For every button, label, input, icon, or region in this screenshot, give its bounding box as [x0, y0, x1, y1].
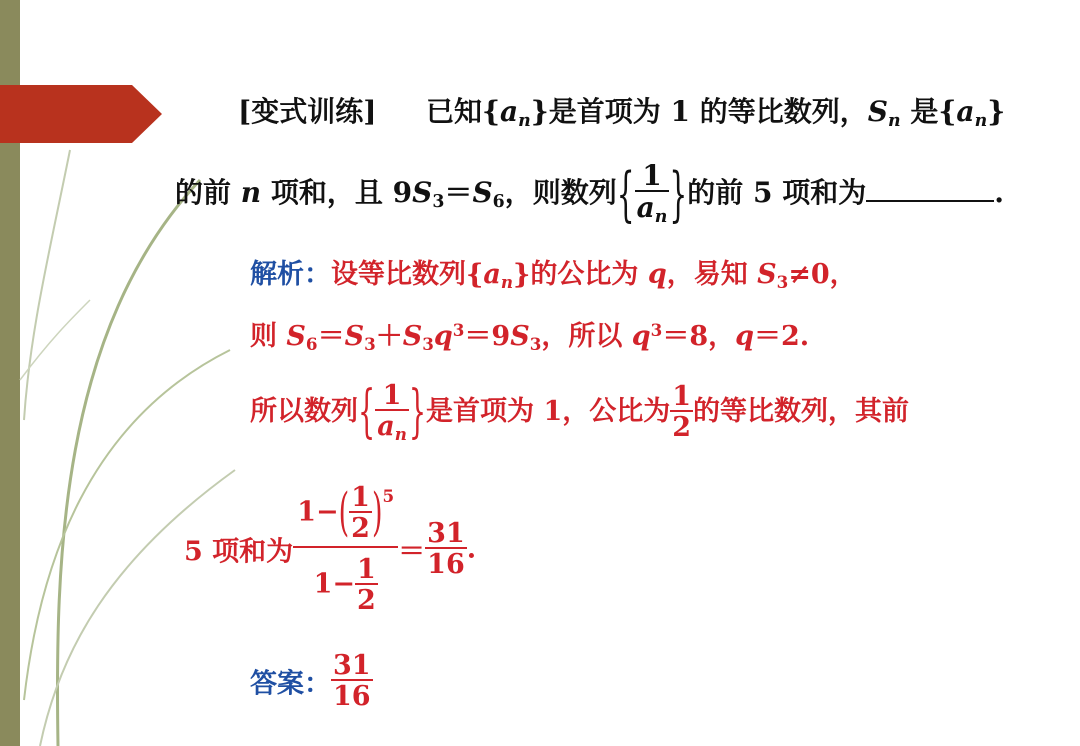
- equals-sign: ＝: [444, 175, 473, 209]
- sub-6: 6: [305, 334, 318, 355]
- sub-n: n: [654, 207, 668, 228]
- text: 项和，且 9: [261, 175, 413, 209]
- fraction-half: [349, 484, 372, 542]
- numerator: 31: [333, 650, 371, 681]
- solution-line-3: [250, 379, 910, 445]
- denominator: 2: [351, 513, 370, 544]
- right-brace: }: [408, 379, 427, 445]
- text: ≠0，: [788, 259, 857, 290]
- text: ，易知: [666, 259, 758, 290]
- solution-line-4: [184, 484, 476, 614]
- period: .: [466, 533, 477, 565]
- sum-formula-fraction: [293, 484, 398, 614]
- var-a: a: [500, 95, 519, 128]
- text: 1: [297, 496, 316, 528]
- var-a: a: [377, 411, 395, 442]
- sub-3: 3: [529, 334, 542, 355]
- text: 是首项为 1，公比为: [426, 395, 671, 427]
- exponent: 3: [650, 319, 663, 340]
- text: 则: [250, 321, 287, 352]
- solution-line-1: [250, 252, 857, 292]
- right-brace: }: [669, 159, 688, 229]
- text: ，则数列: [504, 175, 617, 209]
- answer-fraction: [331, 652, 373, 710]
- sub-3: 3: [422, 334, 434, 355]
- fraction-half: [355, 556, 378, 614]
- var-S: S: [472, 175, 493, 209]
- formula-denominator: [293, 546, 398, 614]
- var-S: S: [867, 95, 889, 128]
- answer-label: 答案：: [250, 668, 331, 700]
- minus-sign: −: [315, 496, 339, 528]
- var-q: q: [631, 321, 651, 352]
- sub-6: 6: [492, 191, 505, 212]
- text: ＝8，: [662, 321, 736, 352]
- sub-3: 3: [432, 191, 445, 212]
- text: 的等比数列，其前: [693, 395, 910, 427]
- fraction-1-over-an: [375, 382, 409, 443]
- left-paren: (: [338, 483, 350, 543]
- denominator: 16: [427, 549, 465, 580]
- sub-n: n: [974, 111, 988, 132]
- problem-line-1: [238, 90, 1005, 131]
- result-fraction: [425, 520, 467, 578]
- sub-n: n: [394, 424, 407, 445]
- text: 1: [313, 568, 333, 600]
- denominator: 2: [356, 585, 376, 616]
- problem-tag: [变式训练]: [238, 95, 377, 128]
- answer-line: [250, 652, 373, 710]
- left-brace: {: [358, 379, 376, 445]
- minus-sign: −: [332, 568, 355, 600]
- equals-sign: ＝: [398, 536, 426, 568]
- text: }是首项为 1 的等比数列，: [530, 95, 868, 128]
- numerator: 1: [356, 554, 376, 585]
- var-a: a: [956, 95, 975, 128]
- formula-numerator: [293, 484, 398, 546]
- var-q: q: [647, 259, 667, 290]
- var-n: n: [240, 175, 262, 209]
- sub-n: n: [518, 111, 531, 132]
- numerator: 1: [672, 381, 692, 413]
- sub-3: 3: [364, 334, 376, 355]
- numerator: 1: [642, 159, 662, 192]
- text: 的前: [175, 175, 241, 209]
- var-q: q: [735, 321, 755, 352]
- numerator: 1: [351, 482, 370, 513]
- text: 已知{: [426, 95, 501, 128]
- answer-blank: [866, 180, 994, 202]
- denominator: 2: [672, 412, 692, 444]
- var-S: S: [412, 175, 433, 209]
- text: }的公比为: [513, 259, 648, 290]
- denominator: [375, 409, 409, 443]
- left-brace: {: [616, 159, 635, 229]
- fraction-1-over-an: [635, 159, 670, 228]
- var-q: q: [433, 321, 453, 352]
- text: 是{: [900, 95, 957, 128]
- text: ＝2.: [754, 321, 810, 352]
- plus-sign: ＋: [375, 321, 403, 352]
- solution-label: 解析：: [250, 259, 331, 290]
- sub-3: 3: [776, 272, 789, 293]
- numerator: 1: [382, 380, 402, 411]
- text: 设等比数列{: [331, 259, 484, 290]
- equals-sign: ＝: [317, 321, 345, 352]
- right-paren: ): [371, 483, 383, 543]
- sub-n: n: [888, 111, 901, 132]
- var-S: S: [402, 321, 423, 352]
- text: ＝9: [464, 321, 511, 352]
- var-S: S: [286, 321, 306, 352]
- sub-n: n: [500, 272, 514, 293]
- problem-line-2: [175, 159, 1004, 229]
- var-a: a: [483, 259, 501, 290]
- text: ，所以: [541, 321, 632, 352]
- text: 所以数列: [250, 395, 358, 427]
- exponent: 3: [452, 319, 465, 340]
- numerator: 31: [427, 518, 465, 549]
- exponent: 5: [382, 486, 395, 507]
- period: .: [994, 175, 1004, 209]
- denominator: [635, 190, 670, 227]
- solution-line-2: [250, 314, 809, 354]
- fraction-half: [670, 381, 693, 444]
- text: 5 项和为: [184, 536, 294, 568]
- var-S: S: [510, 321, 530, 352]
- var-a: a: [636, 191, 655, 224]
- text: }: [987, 95, 1006, 128]
- var-S: S: [757, 259, 777, 290]
- denominator: 16: [333, 681, 371, 712]
- text: 的前 5 项和为: [687, 175, 867, 209]
- chevron-arrow-icon: [0, 85, 165, 143]
- var-S: S: [344, 321, 365, 352]
